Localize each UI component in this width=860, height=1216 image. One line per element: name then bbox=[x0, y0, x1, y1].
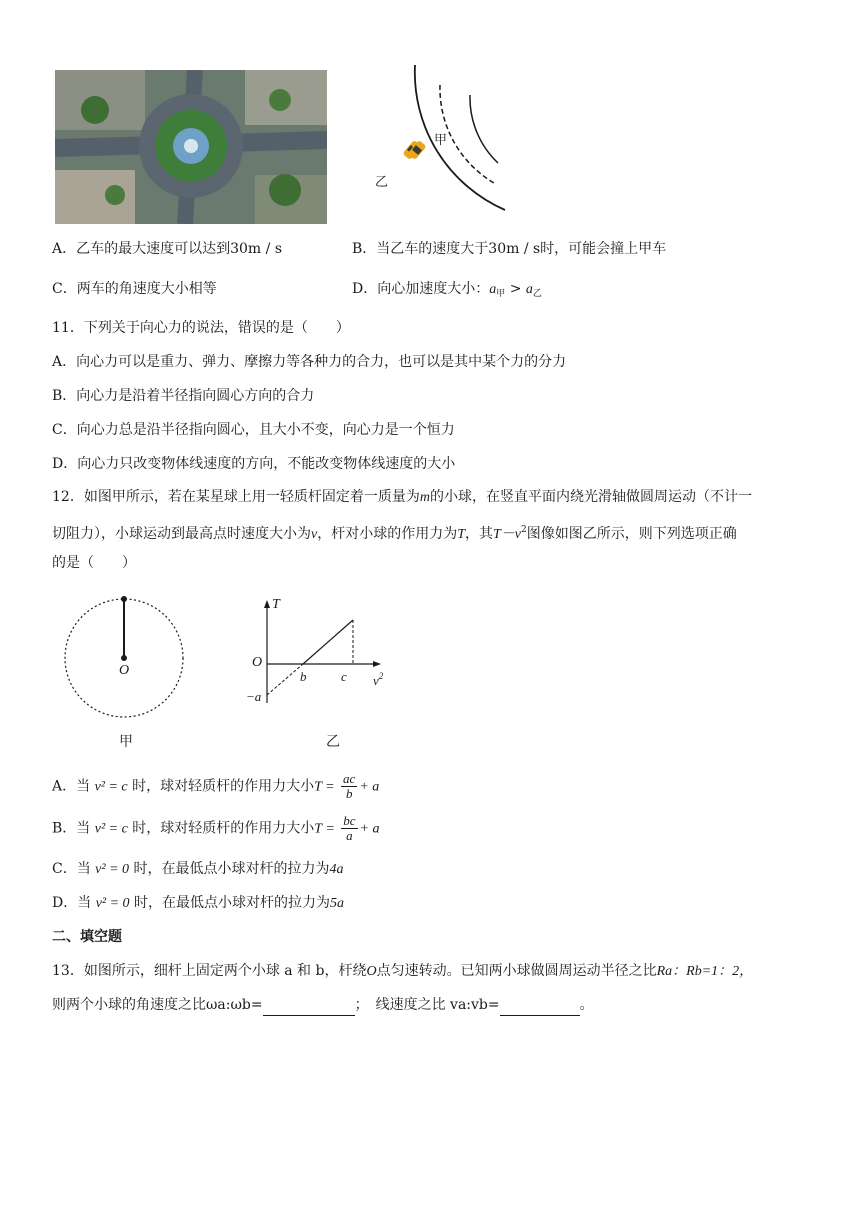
answer-blank-linear[interactable] bbox=[500, 995, 580, 1016]
q13-line1: 13．如图所示，细杆上固定两个小球 a 和 b，杆绕O点匀速转动。已知两小球做圆周运动半径之比Ra：Rb=1：2， bbox=[52, 963, 754, 979]
figure-jia-circle bbox=[60, 592, 190, 722]
q12-option-b: B．当 v² = c 时，球对轻质杆的作用力大小T = $\frac{bc}{a}$ + a bbox=[52, 813, 380, 843]
q12-option-c: C．当 v² = 0 时，在最低点小球对杆的拉力为4a bbox=[52, 861, 344, 877]
q10-option-a: A．乙车的最大速度可以达到30m / s bbox=[52, 241, 283, 257]
figure-yi-graph bbox=[240, 598, 390, 708]
q12-stem-line1: 12．如图甲所示，若在某星球上用一轻质杆固定着一质量为m的小球，在竖直平面内绕光滑轴做圆周运动（不计一 bbox=[52, 489, 752, 505]
q11-option-c: C．向心力总是沿半径指向圆心，且大小不变，向心力是一个恒力 bbox=[52, 422, 455, 438]
answer-blank-angular[interactable] bbox=[263, 995, 355, 1016]
roundabout-photo bbox=[55, 70, 327, 224]
q10-option-d: D．向心加速度大小：$a_甲 > a_乙$ bbox=[352, 281, 542, 299]
axis-origin-label: O bbox=[252, 655, 263, 670]
section-heading-fill-blank: 二、填空题 bbox=[52, 929, 122, 945]
axis-b-label: b bbox=[300, 669, 307, 684]
q12-option-d: D．当 v² = 0 时，在最低点小球对杆的拉力为5a bbox=[52, 895, 344, 911]
q10-option-b: B．当乙车的速度大于30m / s时，可能会撞上甲车 bbox=[352, 241, 667, 257]
q12-stem-line3: 的是（ ） bbox=[52, 555, 136, 571]
axis-c-label: c bbox=[341, 669, 347, 684]
axis-v2-label: $v^2$ bbox=[373, 671, 384, 688]
q13-line2: 则两个小球的角速度之比ωa:ωb= ； 线速度之比 va:vb= 。 bbox=[52, 995, 594, 1016]
figure-yi-label: 乙 bbox=[326, 734, 340, 750]
q11-option-d: D．向心力只改变物体线速度的方向，不能改变物体线速度的大小 bbox=[52, 456, 456, 472]
label-yi: 乙 bbox=[375, 175, 389, 190]
figure-jia-label: 甲 bbox=[119, 734, 133, 750]
q10-option-c: C．两车的角速度大小相等 bbox=[52, 281, 217, 297]
axis-T-label: T bbox=[272, 597, 280, 612]
q11-stem: 11．下列关于向心力的说法，错误的是（ ） bbox=[52, 320, 350, 336]
figure-jia-O: O bbox=[119, 663, 130, 678]
q12-stem-line2: 切阻力），小球运动到最高点时速度大小为v，杆对小球的作用力为T，其$T-v^2$图像如图乙所示，则下列选项正确 bbox=[52, 525, 737, 542]
axis-neg-a-label: −a bbox=[246, 689, 262, 704]
label-jia: 甲 bbox=[434, 133, 448, 148]
q11-option-a: A．向心力可以是重力、弹力、摩擦力等各种力的合力，也可以是其中某个力的分力 bbox=[52, 354, 567, 370]
q11-option-b: B．向心力是沿着半径指向圆心方向的合力 bbox=[52, 388, 315, 404]
q12-option-a: A．当 v² = c 时，球对轻质杆的作用力大小T = $\frac{ac}{b}$ + a bbox=[52, 771, 380, 801]
